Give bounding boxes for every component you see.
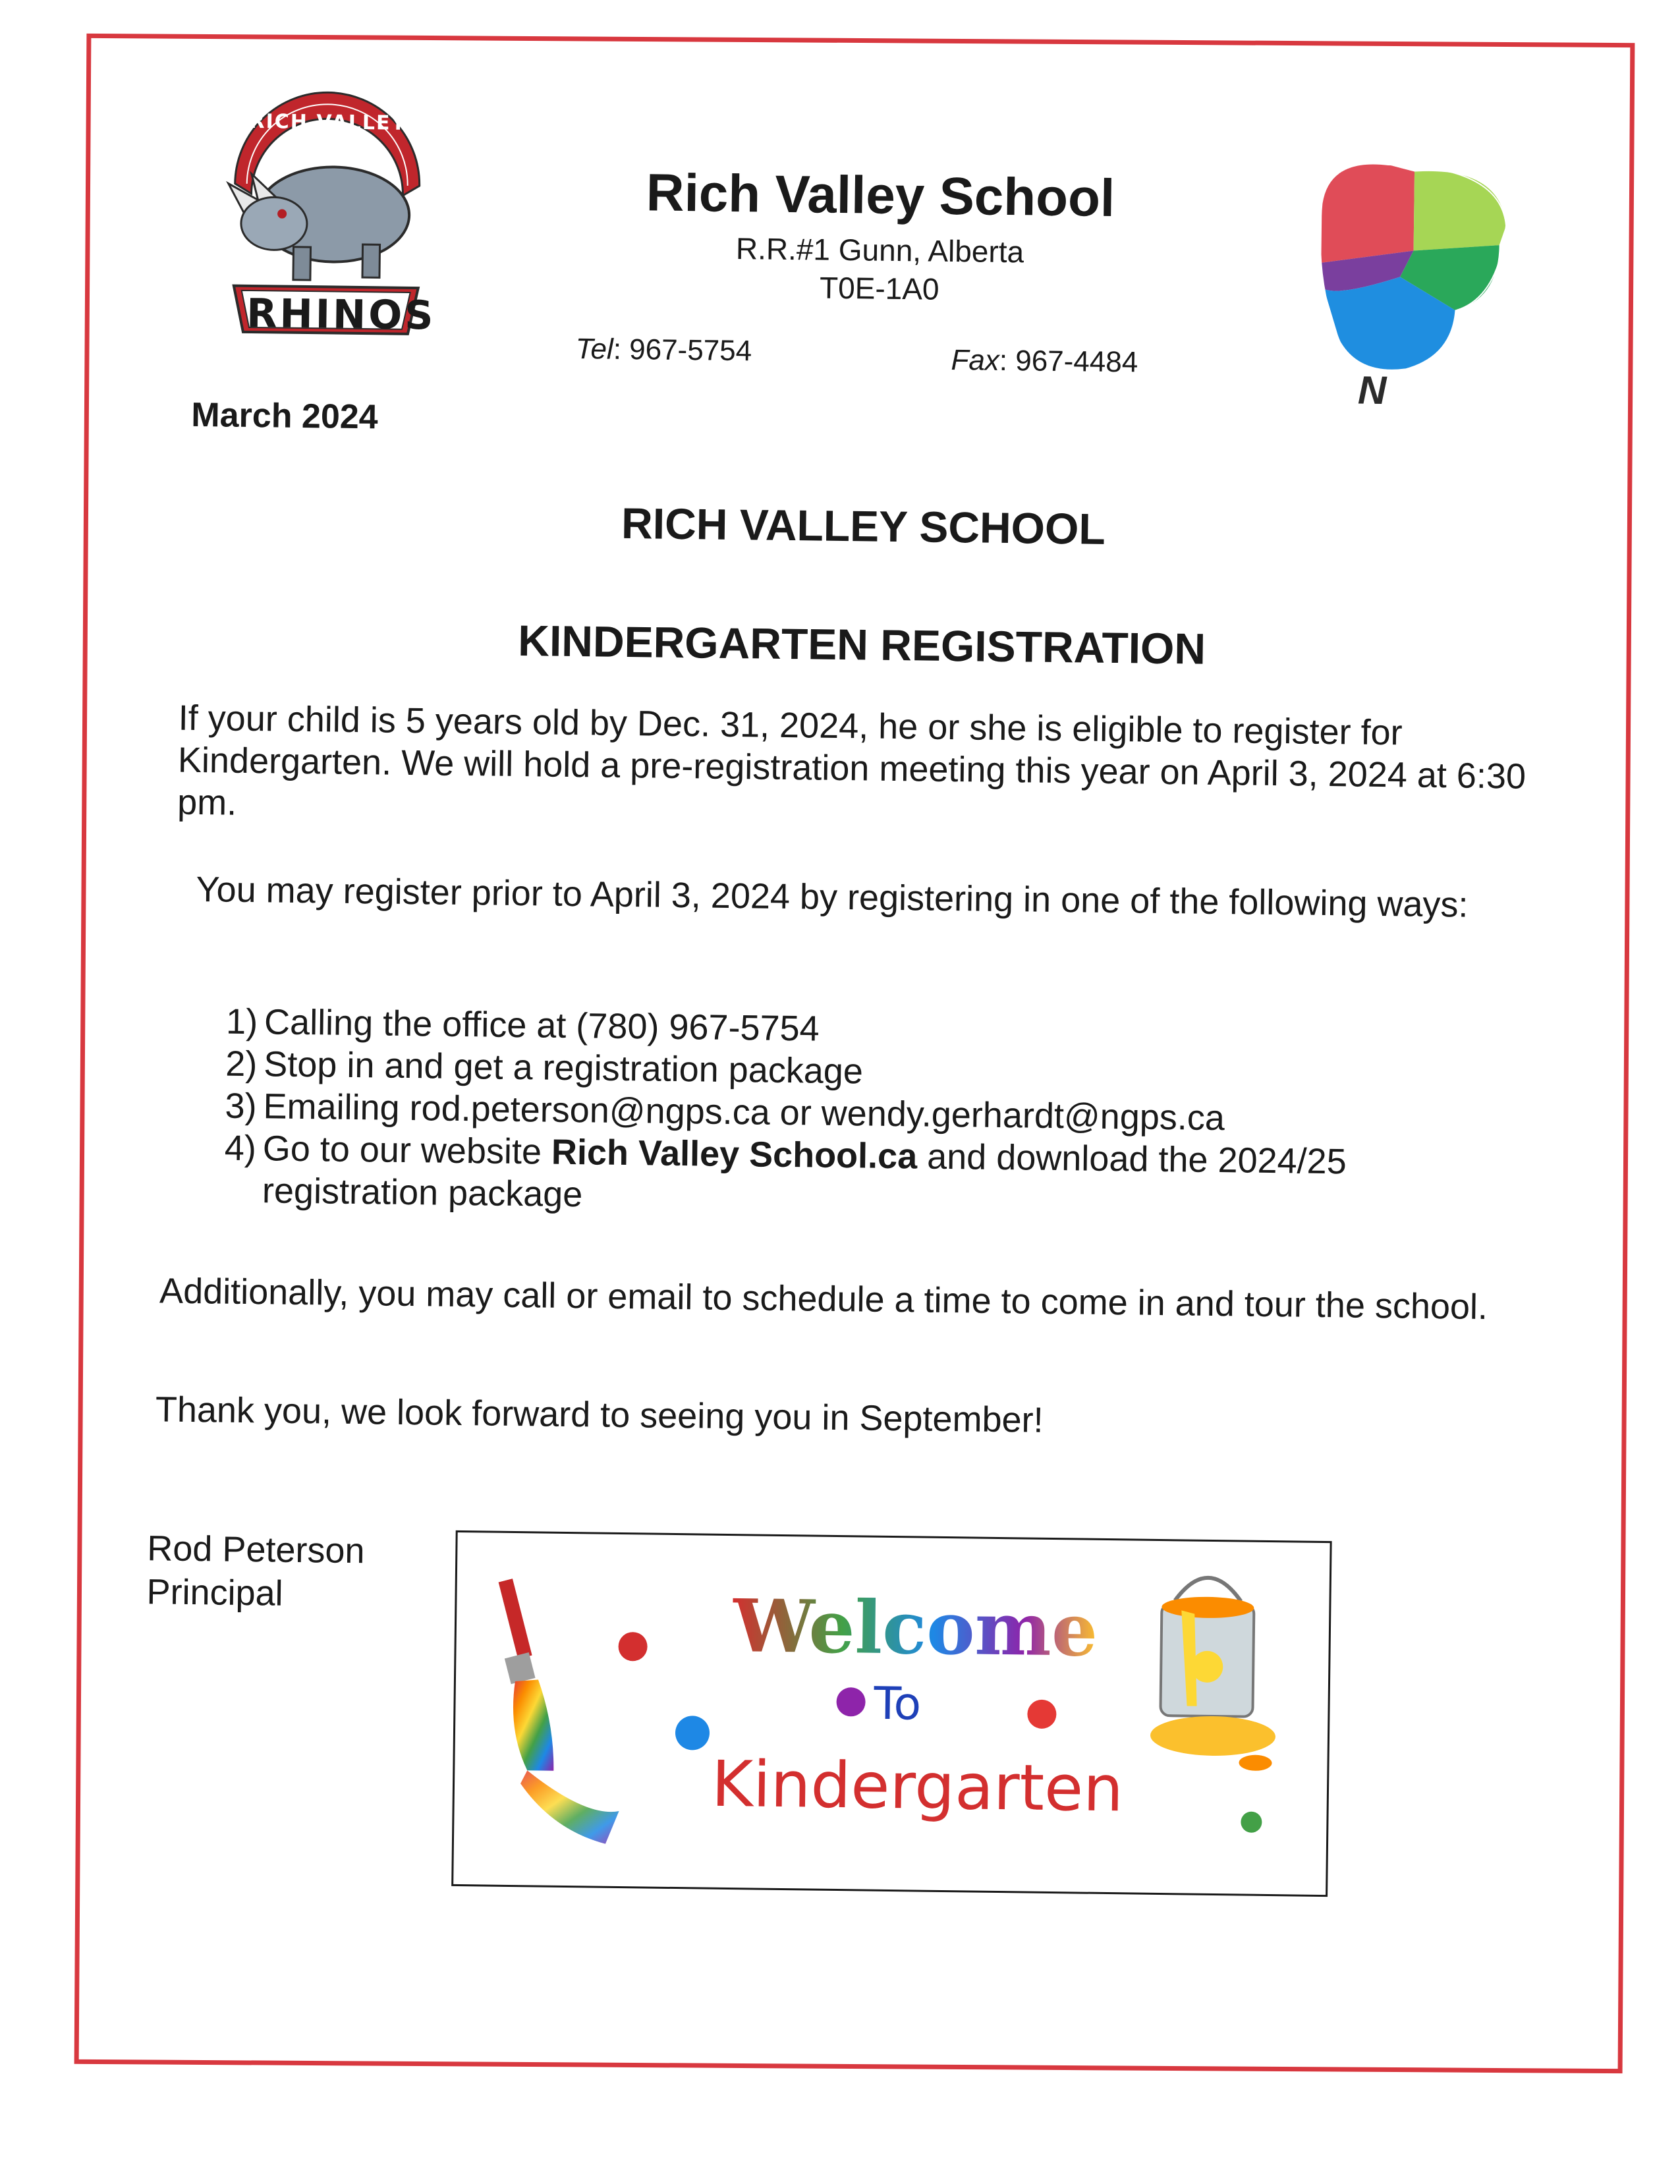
list-text-before: Go to our website: [262, 1129, 552, 1172]
list-text-after: and download the 2024/25 registration package: [262, 1136, 1347, 1215]
to-text: To: [874, 1677, 922, 1731]
address-line-1: R.R.#1 Gunn, Alberta: [735, 231, 1024, 269]
paragraph-tour: Additionally, you may call or email to schedule a time to come in and tour the school.: [159, 1271, 1488, 1328]
list-text: Stop in and get a registration package: [263, 1044, 864, 1092]
website-name: Rich Valley School.ca: [551, 1132, 918, 1177]
heading-registration: KINDERGARTEN REGISTRATION: [517, 615, 1206, 673]
welcome-text: Welcome: [733, 1583, 1098, 1673]
n-logo: [1300, 150, 1527, 416]
list-text: Emailing rod.peterson@ngps.ca or wendy.gerhardt@ngps.ca: [263, 1086, 1225, 1138]
fax: [951, 344, 1138, 379]
signature-name: Rod Peterson: [147, 1528, 365, 1571]
welcome-banner: [451, 1530, 1331, 1897]
fax-value: : 967-4484: [999, 344, 1138, 379]
paragraph-eligibility: If your child is 5 years old by Dec. 31, 2024, he or she is eligible to register for Kindergarten. We will hold a pre-registration meeting this year on April 3, 2024 at 6:30 pm.: [177, 698, 1526, 823]
registration-options-list: [210, 1000, 1497, 1227]
kindergarten-text: Kindergarten: [711, 1747, 1124, 1826]
school-address: [615, 228, 1143, 311]
heading-school: RICH VALLEY SCHOOL: [621, 498, 1106, 553]
fax-label: Fax: [951, 343, 1000, 377]
letter-date: March 2024: [191, 395, 379, 437]
paragraph-register-ways: You may register prior to April 3, 2024 by registering in one of the following ways:: [196, 870, 1469, 925]
list-number: 4): [224, 1128, 257, 1169]
tel-value: : 967-5754: [613, 333, 752, 368]
tel-label: Tel: [575, 333, 614, 366]
logo-bottom-text: RHINOS: [246, 290, 436, 339]
school-name: Rich Valley School: [646, 163, 1115, 227]
telephone: [575, 333, 752, 368]
list-item: [210, 1127, 1495, 1227]
list-number: 1): [225, 1001, 258, 1042]
signature-title: Principal: [146, 1572, 284, 1613]
list-text: Calling the office at (780) 967-5754: [264, 1002, 820, 1049]
n-logo-letter: N: [1357, 368, 1387, 413]
address-line-2: T0E-1A0: [819, 270, 939, 306]
signature-block: [146, 1526, 365, 1616]
list-number: 3): [225, 1086, 257, 1127]
logo-arc-text: RICH VALLEY: [249, 109, 407, 135]
list-number: 2): [225, 1044, 258, 1084]
welcome-banner-art: [453, 1532, 1330, 1895]
paragraph-thanks: Thank you, we look forward to seeing you in September!: [155, 1389, 1044, 1440]
